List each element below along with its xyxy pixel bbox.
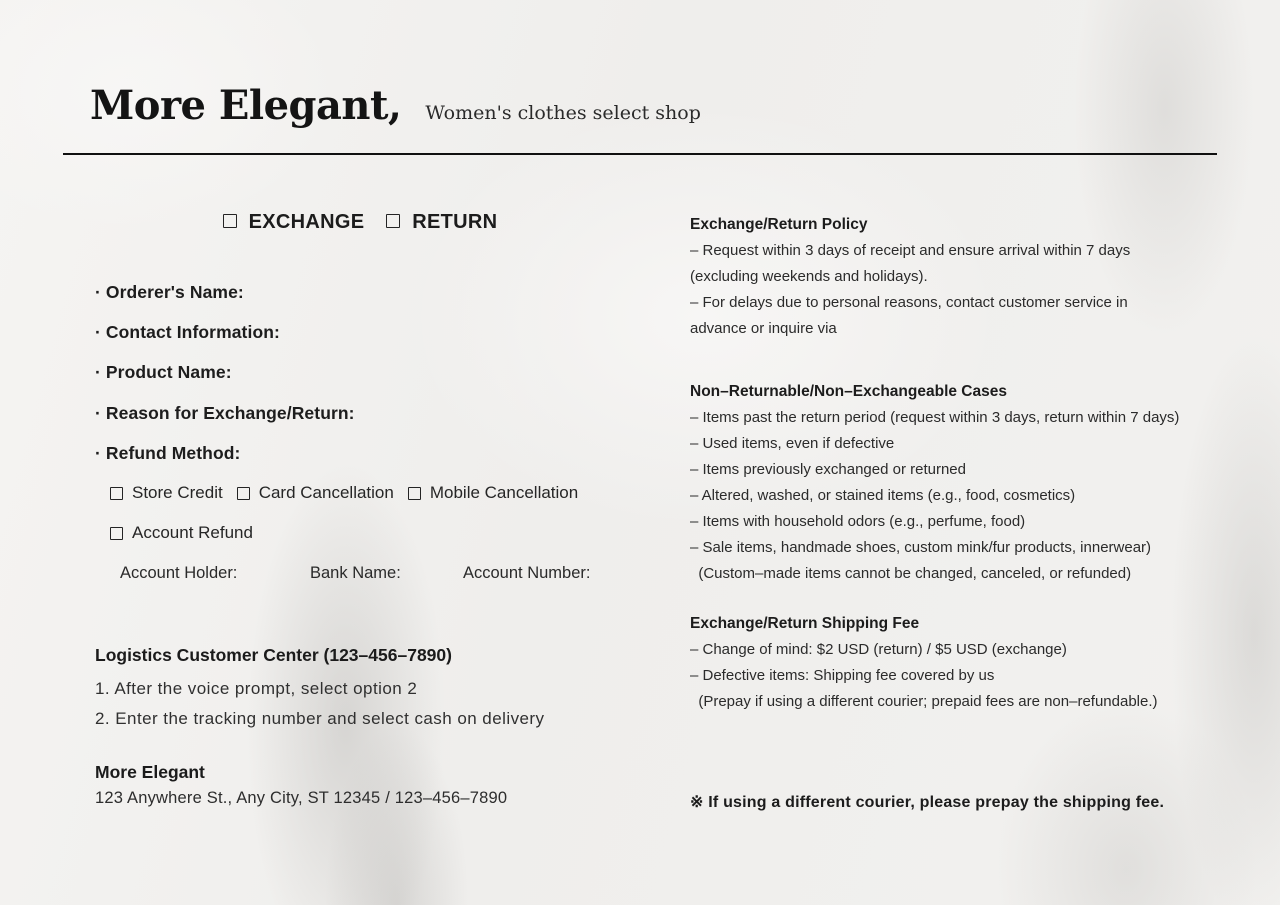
return-label: RETURN <box>412 211 498 233</box>
checkbox-icon[interactable] <box>223 214 237 228</box>
checkbox-icon[interactable] <box>408 487 421 500</box>
prepay-note: ※ If using a different courier, please prepay the shipping fee. <box>690 794 1165 811</box>
account-number-label: Account Number: <box>463 564 591 582</box>
checkbox-icon[interactable] <box>110 527 123 540</box>
card-cancellation-label: Card Cancellation <box>258 483 394 502</box>
policy-section-non-returnable <box>690 379 1250 587</box>
refund-options-row1 <box>110 483 592 503</box>
policy-line: – Sale items, handmade shoes, custom mink/fur products, innerwear) <box>690 539 1152 556</box>
policy-section-title: Exchange/Return Policy <box>690 216 868 233</box>
header <box>90 82 701 129</box>
card-cancellation-option <box>237 483 394 503</box>
logistics-title: Logistics Customer Center (123–456–7890) <box>95 645 452 665</box>
account-refund-option <box>110 523 253 543</box>
policy-line: (Prepay if using a different courier; prepaid fees are non–refundable.) <box>690 693 1158 710</box>
return-option <box>386 211 497 233</box>
checkbox-icon[interactable] <box>110 487 123 500</box>
policy-line: (excluding weekends and holidays). <box>690 268 928 285</box>
policy-line: – Items previously exchanged or returned <box>690 461 966 478</box>
logistics-step-2: 2. Enter the tracking number and select cash on delivery <box>95 709 545 728</box>
store-credit-label: Store Credit <box>132 483 223 502</box>
mobile-cancellation-label: Mobile Cancellation <box>429 483 579 502</box>
form-title <box>95 211 625 234</box>
refund-options-row2 <box>110 523 267 543</box>
policy-line: – Altered, washed, or stained items (e.g., food, cosmetics) <box>690 487 1076 504</box>
logistics-steps <box>95 674 545 734</box>
field-orderer-name: · Orderer's Name: <box>95 281 244 302</box>
field-reason: · Reason for Exchange/Return: <box>95 402 355 423</box>
brand-title: More Elegant, <box>90 82 402 129</box>
checkbox-icon[interactable] <box>237 487 250 500</box>
store-credit-option <box>110 483 223 503</box>
policy-section-title: Exchange/Return Shipping Fee <box>690 615 920 632</box>
policy-line: – Used items, even if defective <box>690 435 895 452</box>
policy-section-exchange-return <box>690 212 1250 342</box>
exchange-option <box>223 211 365 233</box>
header-divider <box>63 153 1217 155</box>
policy-line: – Defective items: Shipping fee covered by us <box>690 667 995 684</box>
account-holder-label: Account Holder: <box>120 564 238 582</box>
policy-line: – Items with household odors (e.g., perfume, food) <box>690 513 1026 530</box>
bank-name-label: Bank Name: <box>310 564 401 582</box>
brand-tagline: Women's clothes select shop <box>425 102 701 124</box>
account-refund-label: Account Refund <box>132 523 253 542</box>
form-fields <box>95 272 355 473</box>
footer-address: 123 Anywhere St., Any City, ST 12345 / 123–456–7890 <box>95 789 508 807</box>
policy-section-shipping-fee <box>690 611 1250 715</box>
field-product-name: · Product Name: <box>95 362 232 383</box>
checkbox-icon[interactable] <box>386 214 400 228</box>
mobile-cancellation-option <box>408 483 578 503</box>
policy-line: (Custom–made items cannot be changed, canceled, or refunded) <box>690 565 1132 582</box>
field-refund-method: · Refund Method: <box>95 442 241 463</box>
policy-line: – Change of mind: $2 USD (return) / $5 USD (exchange) <box>690 641 1067 658</box>
policy-line: – Request within 3 days of receipt and ensure arrival within 7 days <box>690 242 1131 259</box>
field-contact-information: · Contact Information: <box>95 321 280 342</box>
account-detail-labels <box>120 564 590 583</box>
policy-line: – For delays due to personal reasons, contact customer service in <box>690 294 1128 311</box>
logistics-step-1: 1. After the voice prompt, select option 2 <box>95 679 418 698</box>
policy-line: advance or inquire via <box>690 320 837 337</box>
footer-brand: More Elegant <box>95 762 205 782</box>
exchange-label: EXCHANGE <box>248 211 365 233</box>
policy-line: – Items past the return period (request within 3 days, return within 7 days) <box>690 409 1180 426</box>
policy-section-title: Non–Returnable/Non–Exchangeable Cases <box>690 383 1007 400</box>
